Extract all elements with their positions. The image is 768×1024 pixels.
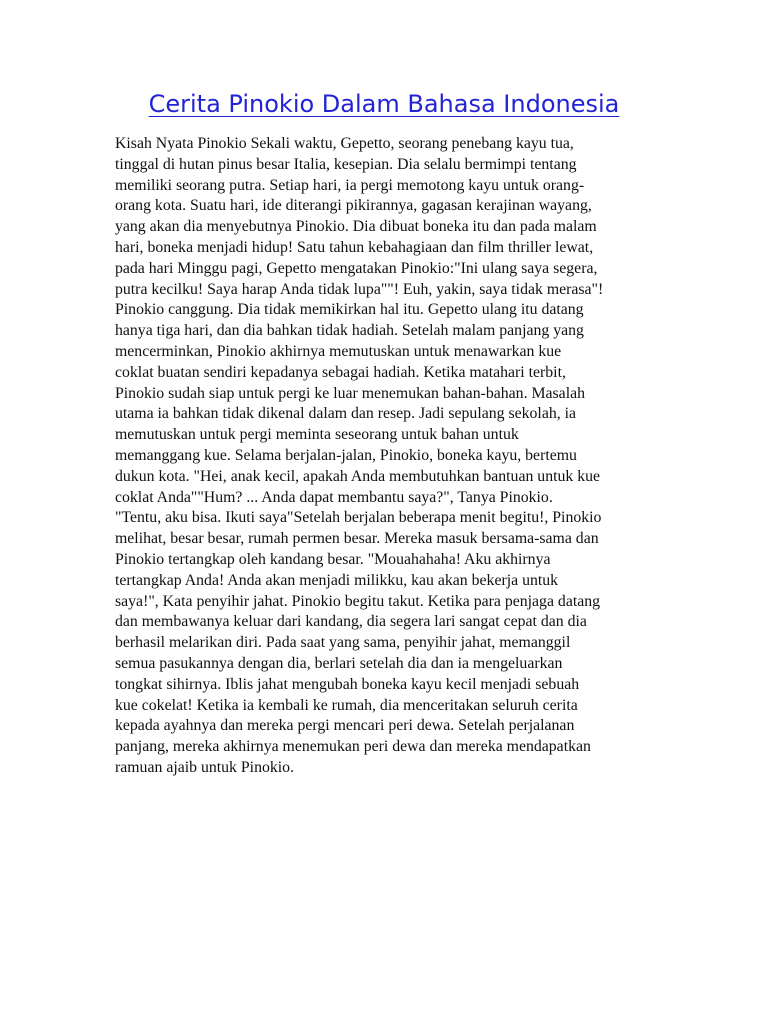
- document-title-link[interactable]: Cerita Pinokio Dalam Bahasa Indonesia: [148, 90, 620, 118]
- story-paragraph: Kisah Nyata Pinokio Sekali waktu, Gepetto, seorang penebang kayu tua, tinggal di hutan pinus besar Italia, kesepian. Dia selalu bermimpi tentang memiliki seorang putra. Setiap hari, ia pergi memotong kayu untuk orang- orang kota. Suatu hari, ide diterangi pikirannya, gagasan kerajinan wayang, yang akan dia menyebutnya Pinokio. Dia dibuat boneka itu dan pada malam hari, boneka menjadi hidup! Satu tahun kebahagiaan dan film thriller lewat, pada hari Minggu pagi, Gepetto mengatakan Pinokio:"Ini ulang saya segera, putra kecilku! Saya harap Anda tidak lupa""! Euh, yakin, saya tidak merasa"! Pinokio canggung. Dia tidak memikirkan hal itu. Gepetto ulang itu datang hanya tiga hari, dan dia bahkan tidak hadiah. Setelah malam panjang yang mencerminkan, Pinokio akhirnya memutuskan untuk menawarkan kue coklat buatan sendiri kepadanya sebagai hadiah. Ketika matahari terbit, Pinokio sudah siap untuk pergi ke luar menemukan bahan-bahan. Masalah utama ia bahkan tidak dikenal dalam dan resep. Jadi sepulang sekolah, ia memutuskan untuk pergi meminta seseorang untuk bahan untuk memanggang kue. Selama berjalan-jalan, Pinokio, boneka kayu, bertemu dukun kota. "Hei, anak kecil, apakah Anda membutuhkan bantuan untuk kue coklat Anda""Hum? ... Anda dapat membantu saya?", Tanya Pinokio. "Tentu, aku bisa. Ikuti saya"Setelah berjalan beberapa menit begitu!, Pinokio melihat, besar besar, rumah permen besar. Mereka masuk bersama-sama dan Pinokio tertangkap oleh kandang besar. "Mouahahaha! Aku akhirnya tertangkap Anda! Anda akan menjadi milikku, kau akan bekerja untuk saya!", Kata penyihir jahat. Pinokio begitu takut. Ketika para penjaga datang dan membawanya keluar dari kandang, dia segera lari sangat cepat dan dia berhasil melarikan diri. Pada saat yang sama, penyihir jahat, memanggil semua pasukannya dengan dia, berlari setelah dia dan ia mengeluarkan tongkat sihirnya. Iblis jahat mengubah boneka kayu kecil menjadi sebuah kue cokelat! Ketika ia kembali ke rumah, dia menceritakan seluruh cerita kepada ayahnya dan mereka pergi mencari peri dewa. Setelah perjalanan panjang, mereka akhirnya menemukan peri dewa dan mereka mendapatkan ramuan ajaib untuk Pinokio.: [115, 135, 604, 776]
